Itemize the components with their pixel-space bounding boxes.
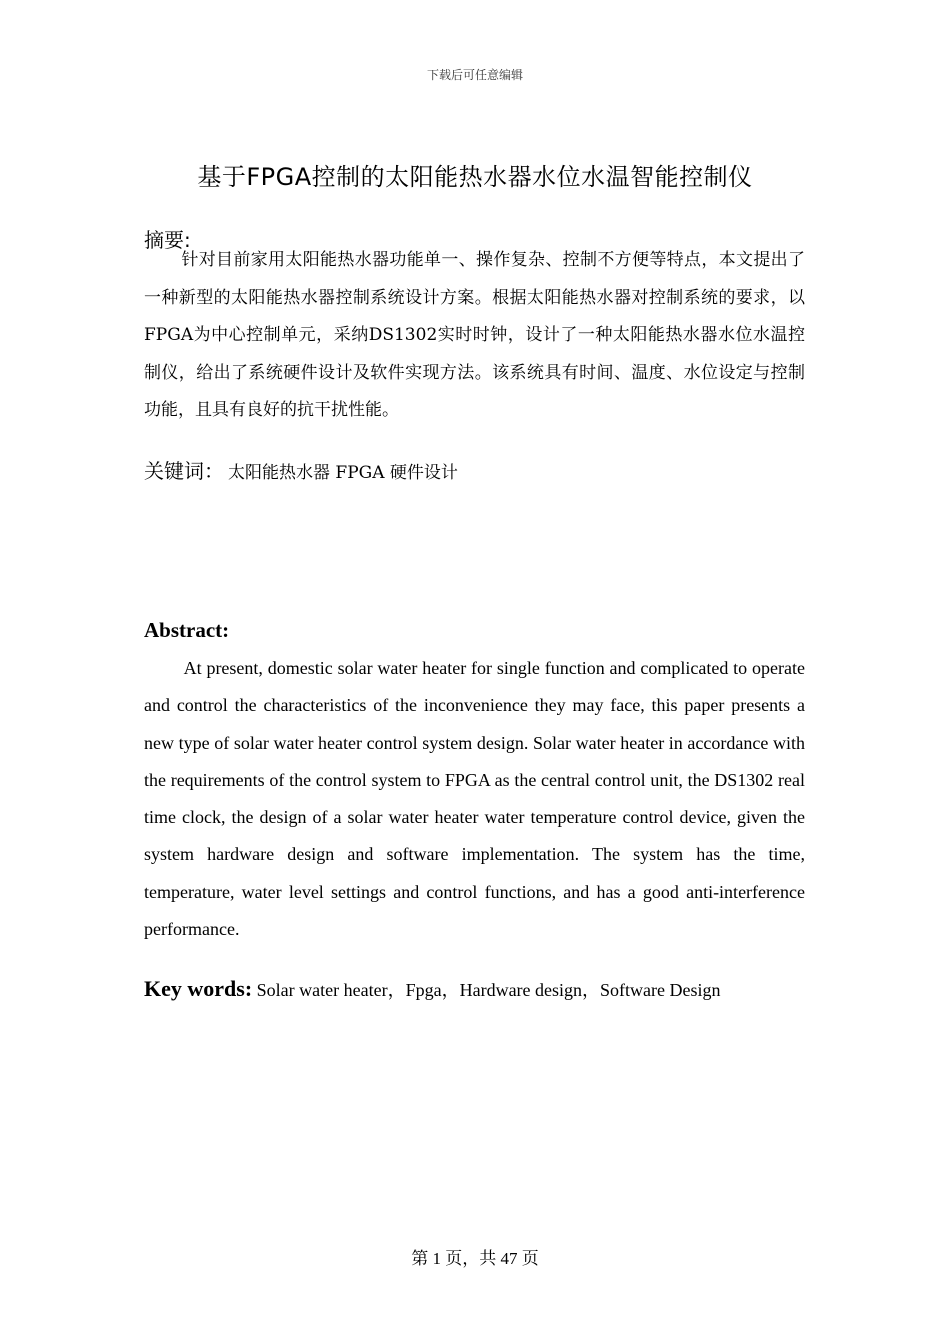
chinese-keywords bbox=[144, 455, 458, 484]
document-title: 基于FPGA控制的太阳能热水器水位水温智能控制仪 bbox=[197, 163, 753, 191]
english-keywords-label: Key words: bbox=[144, 976, 253, 1001]
chinese-abstract-heading: 摘要: bbox=[144, 228, 191, 252]
english-keywords-value: Solar water heater，Fpga，Hardware design，Software Design bbox=[256, 980, 721, 1000]
english-keywords bbox=[144, 976, 721, 1002]
english-abstract-heading: Abstract: bbox=[144, 618, 230, 642]
page-footer: 第 1 页，共 47 页 bbox=[411, 1249, 539, 1268]
chinese-keywords-value: 太阳能热水器 FPGA 硬件设计 bbox=[228, 463, 458, 483]
english-abstract-body: At present, domestic solar water heater for single function and complicated to operate and control the characteristics of the inconvenience they may face, this paper presents a new type of solar water heater control system design. Solar water heater in accordance with the requirements of the control system to FPGA as the central control unit, the DS1302 real time clock, the design of a solar water heater water temperature control device, given the system hardware design and software implementation. The system has the time, temperature, water level settings and control functions, and has a good anti-interference performance. bbox=[144, 658, 805, 940]
page-header: 下载后可任意编辑 bbox=[426, 68, 523, 82]
chinese-keywords-label: 关键词： bbox=[144, 459, 224, 483]
chinese-abstract-body: 针对目前家用太阳能热水器功能单一、操作复杂、控制不方便等特点，本文提出了一种新型的太阳能热水器控制系统设计方案。根据太阳能热水器对控制系统的要求，以FPGA为中心控制单元，采纳DS1302实时时钟，设计了一种太阳能热水器水位水温控制仪，给出了系统硬件设计及软件实现方法。该系统具有时间、温度、水位设定与控制功能，且具有良好的抗干扰性能。 bbox=[144, 250, 805, 420]
